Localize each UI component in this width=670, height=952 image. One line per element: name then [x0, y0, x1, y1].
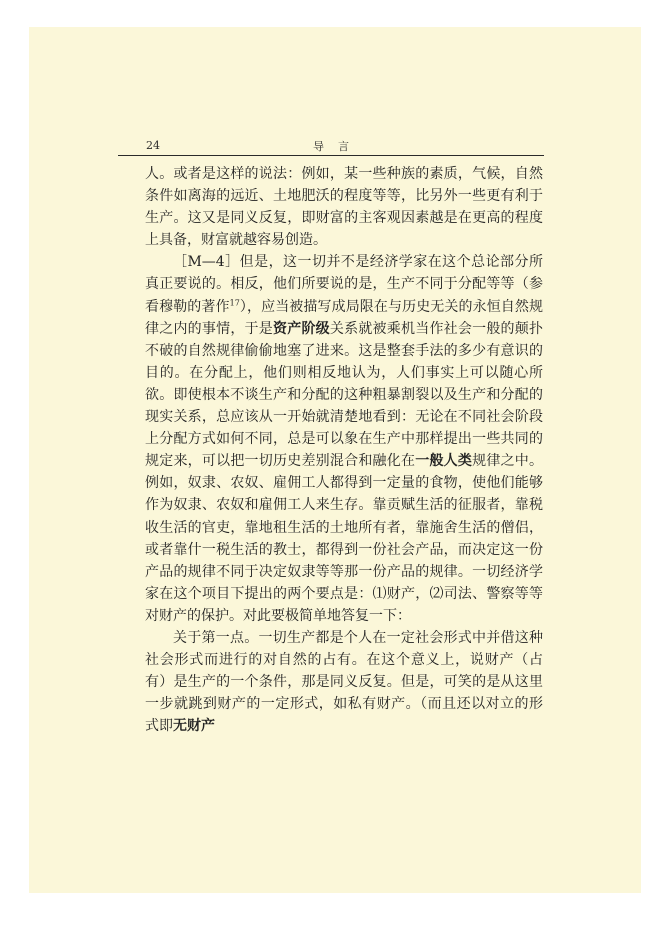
- paragraph-3: [145, 627, 543, 737]
- emphasis-general-human: 一般人类: [415, 453, 473, 470]
- paragraph-2-part-d: 规律之中。例如，奴隶、农奴、雇佣工人都得到一定量的食物，使他们能够作为奴隶、农奴和雇佣工人来生存。靠贡赋生活的征服者，靠税收生活的官吏，靠地租生活的土地所有者，靠施舍生活的僧侣，或者靠什一税生活的教士，都得到一份社会产品，而决定这一份产品的规律不同于决定奴隶等等那一份产品的规律。一切经济学家在这个项目下提出的两个要点是：⑴财产，⑵司法、警察等等对财产的保护。对此要极简单地答复一下：: [145, 453, 544, 624]
- paragraph-2-part-a: ［M—4］但是，这一切并不是经济学家在这个总论部分所真正要说的。相反，他们所要说的是，生产不同于分配等等（参看穆勒的著作: [145, 254, 543, 315]
- paragraph-1: 人。或者是这样的说法：例如，某一些种族的素质，气候，自然条件如离海的远近、土地肥沃的程度等等，比另外一些更有利于生产。这又是同义反复，即财富的主客观因素越是在更高的程度上具备，财富就越容易创造。: [145, 166, 543, 249]
- paragraph-2-part-b: ），应当被描写成局限在与历史无关的永恒自然规律之内的事情，于是: [145, 298, 544, 337]
- paragraph-3-part-a: 关于第一点。一切生产都是个人在一定社会形式中并借这种社会形式而进行的对自然的占有。在这个意义上，说财产（占有）是生产的一个条件，那是同义反复。但是，可笑的是从这里一步就跳到财产的一定形式，如私有财产。（而且还以对立的形式即: [145, 629, 543, 735]
- body-text: [145, 163, 543, 737]
- running-title: 导言: [313, 140, 363, 153]
- page-number: 24: [146, 139, 160, 152]
- paragraph-2: [145, 251, 543, 627]
- page-header: [118, 135, 544, 156]
- emphasis-bourgeois: 资产阶级: [273, 320, 330, 337]
- footnote-ref-17: 17: [229, 297, 240, 307]
- emphasis-no-property: 无财产: [173, 718, 215, 735]
- paragraph-2-part-c: 关系就被乘机当作社会一般的颠扑不破的自然规律偷偷地塞了进来。这是整套手法的多少有意识的目的。在分配上，他们则相反地认为，人们事实上可以随心所欲。即使根本不谈生产和分配的这种粗暴割裂以及生产和分配的现实关系，总应该从一开始就清楚地看到：无论在不同社会阶段上分配方式如何不同，总是可以象在生产中那样提出一些共同的规定来，可以把一切历史差别混合和融化在: [145, 320, 544, 470]
